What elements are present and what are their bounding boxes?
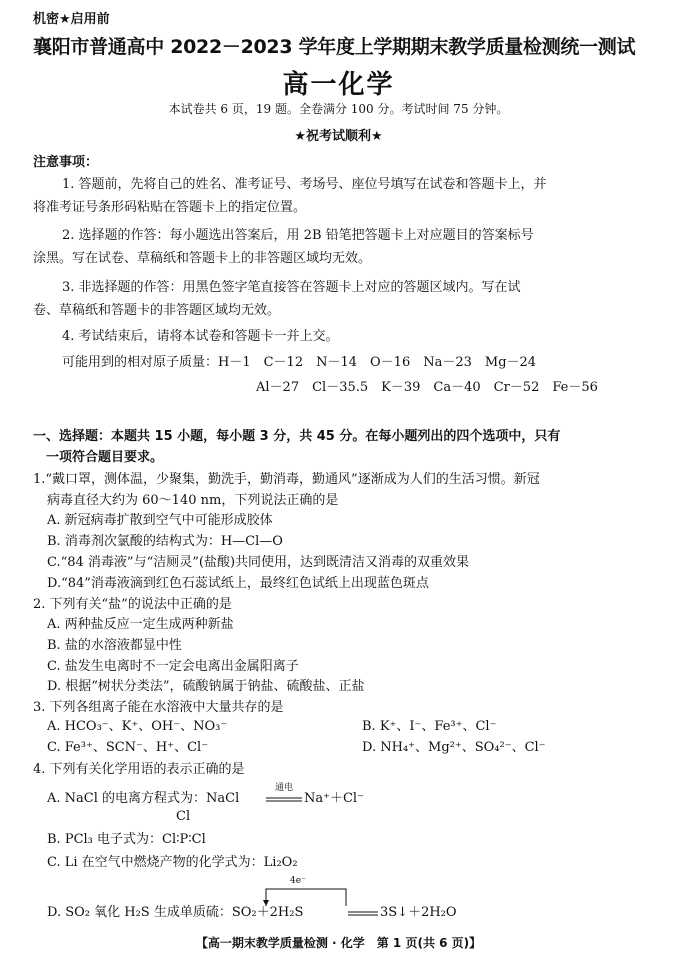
q4-stem: 4. 下列有关化学用语的表示正确的是 — [33, 762, 245, 777]
q4-option-d-prefix: D. SO₂ 氧化 H₂S 生成单质硫：SO₂＋2H₂S — [47, 905, 304, 920]
exam-info: 本试卷共 6 页，19 题。全卷满分 100 分。考试时间 75 分钟。 — [168, 102, 509, 116]
page-footer: 【高一期末教学质量检测 · 化学 第 1 页(共 6 页)】 — [195, 936, 482, 950]
q2-option-d: D. 根据“树状分类法”，硫酸钠属于钠盐、硫酸盐、正盐 — [47, 679, 365, 694]
exam-title: 襄阳市普通高中 2022－2023 学年度上学期期末教学质量检测统一测试 — [33, 36, 636, 58]
notice-item-3-line2: 卷、草稿纸和答题卡的非答题区域均无效。 — [33, 303, 281, 318]
q3-option-b: B. K⁺、I⁻、Fe³⁺、Cl⁻ — [362, 719, 497, 734]
q1-option-c: C.“84 消毒液”与“洁厕灵”(盐酸)共同使用，达到既清洁又消毒的双重效果 — [47, 555, 470, 570]
equals-sign-icon — [348, 911, 378, 917]
notice-item-4: 4. 考试结束后，请将本试卷和答题卡一并上交。 — [62, 329, 339, 344]
atomic-masses-line2: Al－27 Cl－35.5 K－39 Ca－40 Cr－52 Fe－56 — [256, 380, 598, 395]
q4-option-a-suffix: Na⁺＋Cl⁻ — [304, 791, 364, 806]
notice-item-1-line1: 1. 答题前，先将自己的姓名、准考证号、考场号、座位号填写在试卷和答题卡上，并 — [62, 177, 547, 192]
q3-option-c: C. Fe³⁺、SCN⁻、H⁺、Cl⁻ — [47, 740, 209, 755]
notice-heading: 注意事项： — [33, 155, 99, 170]
q2-option-b: B. 盐的水溶液都显中性 — [47, 638, 182, 653]
q3-stem: 3. 下列各组离子能在水溶液中大量共存的是 — [33, 700, 284, 715]
q4-option-b-top-atom: Cl — [176, 809, 191, 824]
q1-stem-line1: 1.“戴口罩，测体温，少聚集，勤洗手，勤消毒，勤通风”逐渐成为人们的生活习惯。新冠 — [33, 472, 540, 487]
q4-option-c: C. Li 在空气中燃烧产物的化学式为：Li₂O₂ — [47, 855, 298, 870]
notice-item-1-line2: 将准考证号条形码粘贴在答题卡上的指定位置。 — [33, 200, 307, 215]
q1-option-b: B. 消毒剂次氯酸的结构式为：H—Cl—O — [47, 534, 283, 549]
subject-title: 高一化学 — [282, 70, 395, 100]
notice-item-2-line1: 2. 选择题的作答：每小题选出答案后，用 2B 铅笔把答题卡上对应题目的答案标号 — [62, 228, 534, 243]
notice-item-2-line2: 涂黑。写在试卷、草稿纸和答题卡上的非答题区域均无效。 — [33, 251, 372, 266]
q1-option-a: A. 新冠病毒扩散到空气中可能形成胶体 — [47, 513, 273, 528]
q2-option-c: C. 盐发生电离时不一定会电离出金属阳离子 — [47, 659, 299, 674]
atomic-masses-line1: 可能用到的相对原子质量：H－1 C－12 N－14 O－16 Na－23 Mg－24 — [62, 355, 537, 370]
equals-sign-icon — [266, 797, 302, 803]
q3-option-a: A. HCO₃⁻、K⁺、OH⁻、NO₃⁻ — [47, 719, 228, 734]
q2-option-a: A. 两种盐反应一定生成两种新盐 — [47, 617, 234, 632]
q4-option-b: B. PCl₃ 电子式为：Cl∶P∶Cl — [47, 832, 206, 847]
q1-option-d: D.“84”消毒液滴到红色石蕊试纸上，最终红色试纸上出现蓝色斑点 — [47, 576, 429, 591]
q1-stem-line2: 病毒直径大约为 60～140 nm，下列说法正确的是 — [47, 493, 339, 508]
notice-item-3-line1: 3. 非选择题的作答：用黑色签字笔直接答在答题卡上对应的答题区域内。写在试 — [62, 280, 521, 295]
q2-stem: 2. 下列有关“盐”的说法中正确的是 — [33, 597, 232, 612]
section-heading-line1: 一、选择题：本题共 15 小题，每小题 3 分，共 45 分。在每小题列出的四个选项中，只有 — [33, 429, 561, 444]
good-luck-line: ★祝考试顺利★ — [294, 129, 383, 144]
q4-option-a-condition: 通电 — [274, 783, 293, 793]
confidential-label: 机密★启用前 — [33, 12, 110, 27]
q4-option-d-suffix: 3S↓＋2H₂O — [380, 905, 457, 920]
section-heading-line2: 一项符合题目要求。 — [46, 450, 164, 465]
q4-option-d-electrons: 4e⁻ — [290, 876, 306, 886]
q4-option-a-prefix: A. NaCl 的电离方程式为：NaCl — [47, 791, 240, 806]
q3-option-d: D. NH₄⁺、Mg²⁺、SO₄²⁻、Cl⁻ — [362, 740, 546, 755]
